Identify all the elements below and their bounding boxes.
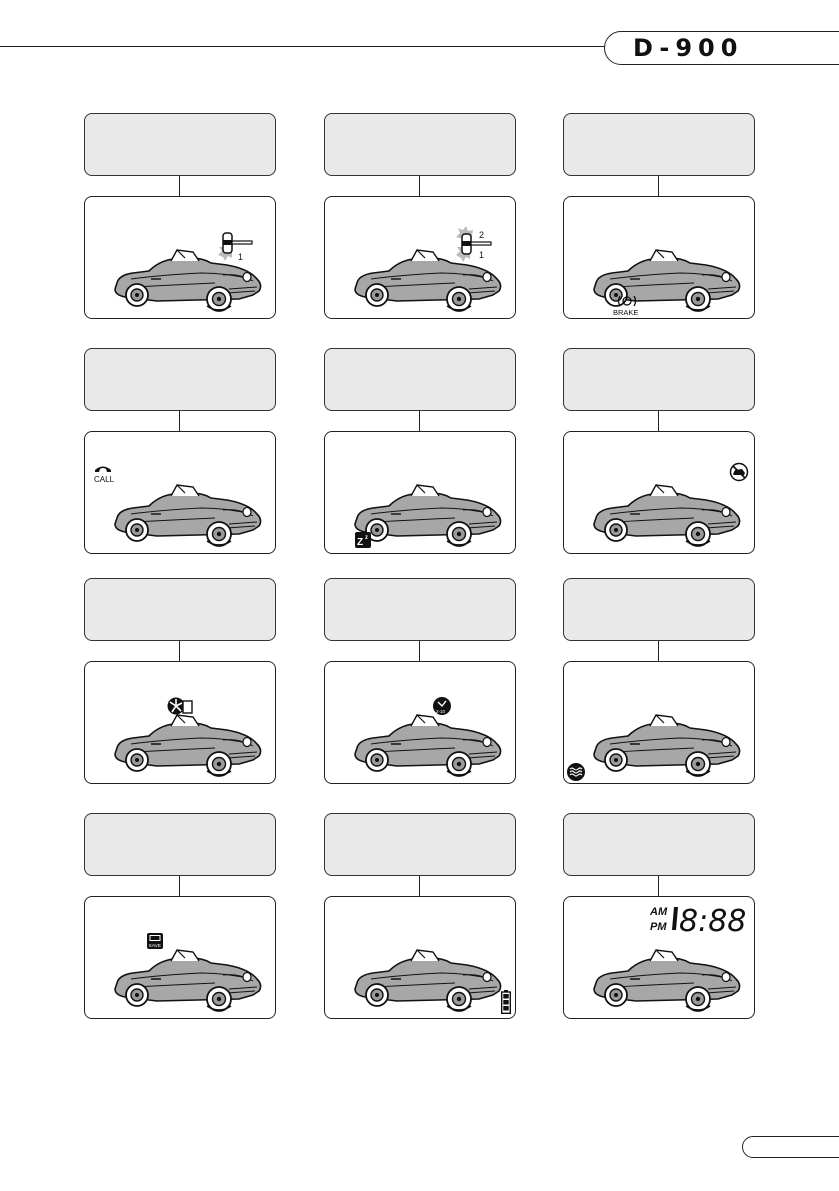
sensor-number-bottom: 1: [479, 250, 485, 260]
panel-cell-alarm-zone-2: [324, 113, 518, 322]
car-icon: [351, 708, 505, 780]
car-icon: [111, 478, 265, 550]
connector-line: [179, 411, 180, 431]
save-label: SAVE: [148, 944, 161, 949]
call-label: CALL: [94, 475, 115, 484]
connector-line: [658, 176, 659, 196]
panel-cell-brake-warning: [563, 113, 757, 322]
lcd-panel: [563, 196, 755, 319]
connector-line: [179, 876, 180, 896]
label-box: [84, 578, 276, 641]
sleep-icon: [355, 532, 371, 548]
sensor-number-top: 2: [479, 230, 485, 240]
car-icon: [351, 478, 505, 550]
lcd-panel: [563, 896, 755, 1019]
car-icon: [351, 943, 505, 1015]
svg-text:z: z: [365, 535, 368, 541]
car-icon: [590, 478, 744, 550]
pm-indicator: PM: [650, 921, 667, 933]
lcd-panel: [324, 196, 516, 319]
car-icon: [111, 943, 265, 1015]
label-box: [324, 578, 516, 641]
phone-call-icon: [93, 462, 123, 484]
label-box: [324, 348, 516, 411]
label-box: [324, 813, 516, 876]
lcd-panel: [324, 431, 516, 554]
sleep-letter: Z: [357, 537, 364, 548]
timer-label: 2-10: [436, 709, 446, 714]
lcd-panel: [84, 896, 276, 1019]
panel-cell-sleep-mode: [324, 348, 518, 557]
lcd-panel: [324, 661, 516, 784]
connector-line: [658, 411, 659, 431]
connector-line: [419, 176, 420, 196]
label-box: [84, 348, 276, 411]
no-car-icon: [729, 462, 749, 482]
connector-line: [419, 876, 420, 896]
heater-icon: [566, 762, 586, 782]
lcd-panel: [563, 431, 755, 554]
brake-icon: [610, 295, 644, 317]
fan-icon: [167, 696, 195, 716]
connector-line: [419, 641, 420, 661]
lcd-panel: [563, 661, 755, 784]
panel-cell-battery-level: [324, 813, 518, 1022]
shock-sensor-1-icon: [215, 231, 255, 265]
panel-cell-fan-ventilation: [84, 578, 278, 787]
clock-icon: [650, 903, 752, 935]
lcd-panel: [84, 196, 276, 319]
connector-line: [658, 641, 659, 661]
model-name: D-900: [633, 34, 744, 62]
am-indicator: AM: [650, 906, 668, 918]
battery-icon: [501, 990, 511, 1014]
car-icon: [590, 943, 744, 1015]
connector-line: [179, 641, 180, 661]
lcd-panel: [84, 431, 276, 554]
timer-icon: [432, 696, 452, 716]
page-number-tab: [742, 1136, 839, 1158]
label-box: [563, 348, 755, 411]
lcd-panel: [324, 896, 516, 1019]
header-rule: [0, 46, 614, 47]
panel-cell-call-signal: [84, 348, 278, 557]
label-box: [324, 113, 516, 176]
shock-sensor-2-icon: [453, 225, 497, 265]
save-icon: [147, 933, 163, 949]
panel-cell-heater: [563, 578, 757, 787]
panel-cell-save-mode: [84, 813, 278, 1022]
panel-cell-timer-start: [324, 578, 518, 787]
connector-line: [179, 176, 180, 196]
panel-cell-alarm-zone-1: [84, 113, 278, 322]
panel-cell-clock-display: [563, 813, 757, 1022]
sensor-number: 1: [238, 252, 244, 262]
panel-cell-no-car-signal: [563, 348, 757, 557]
clock-digits: 8:88: [679, 904, 747, 935]
connector-line: [419, 411, 420, 431]
label-box: [563, 813, 755, 876]
car-icon: [111, 708, 265, 780]
model-badge: [604, 31, 839, 65]
label-box: [84, 813, 276, 876]
label-box: [563, 578, 755, 641]
lcd-panel: [84, 661, 276, 784]
label-box: [84, 113, 276, 176]
connector-line: [658, 876, 659, 896]
car-icon: [590, 708, 744, 780]
brake-label: BRAKE: [613, 308, 639, 317]
label-box: [563, 113, 755, 176]
